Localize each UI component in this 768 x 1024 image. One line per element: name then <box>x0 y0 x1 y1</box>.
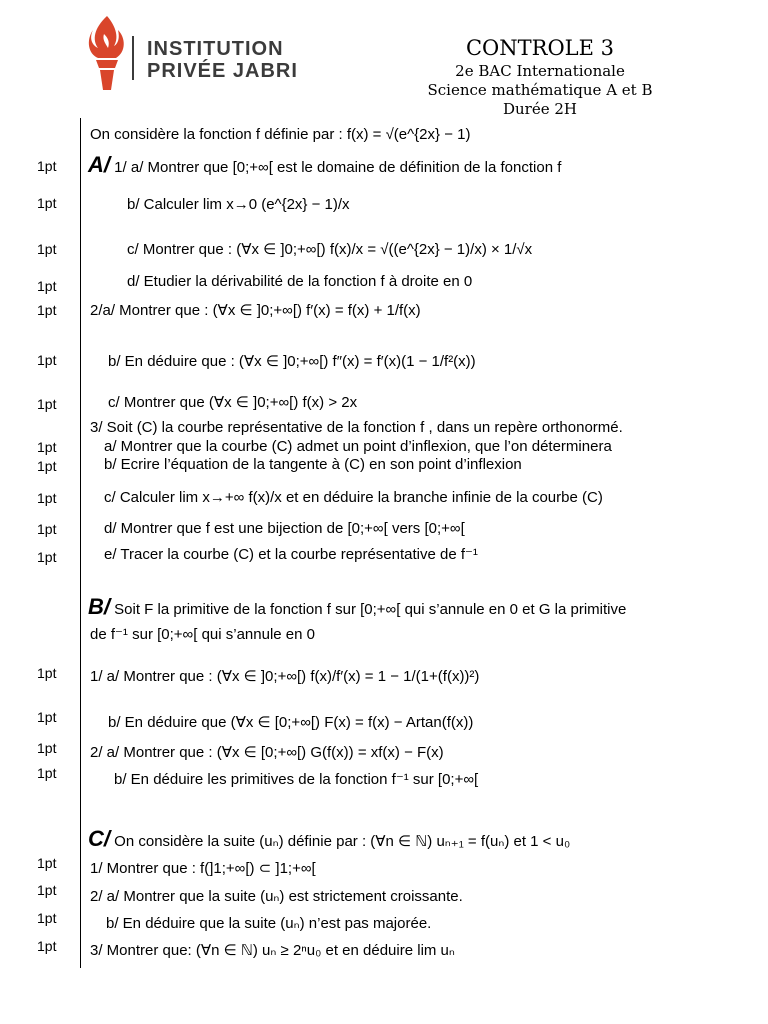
points-b2a: 1pt <box>37 740 57 756</box>
points-a1d: 1pt <box>37 278 57 294</box>
exam-title: CONTROLE 3 <box>465 36 614 60</box>
exam-track: Science mathématique A et B <box>427 81 653 99</box>
part-a-q3c: c/ Calculer lim x→+∞ f(x)/x et en déduire la branche infinie de la courbe (C) <box>104 489 603 506</box>
logo-line1: INSTITUTION <box>147 38 284 60</box>
part-a-q1b: b/ Calculer lim x→0 (e^{2x} − 1)/x <box>127 196 350 213</box>
part-c-q1: 1/ Montrer que : f(]1;+∞[) ⊂ ]1;+∞[ <box>90 860 316 877</box>
logo-divider <box>132 36 134 80</box>
points-c2b: 1pt <box>37 910 57 926</box>
part-a-q3e: e/ Tracer la courbe (C) et la courbe représentative de f⁻¹ <box>104 546 478 563</box>
part-c-intro: On considère la suite (uₙ) définie par : (∀n ∈ ℕ) uₙ₊₁ = f(uₙ) et 1 < u₀ <box>114 833 571 850</box>
part-c-q3: 3/ Montrer que: (∀n ∈ ℕ) uₙ ≥ 2ⁿu₀ et en déduire lim uₙ <box>90 942 455 959</box>
points-a1a: 1pt <box>37 158 57 174</box>
intro-text: On considère la fonction f définie par : f(x) = √(e^{2x} − 1) <box>90 126 471 143</box>
exam-level: 2e BAC Internationale <box>455 62 625 80</box>
points-a3c: 1pt <box>37 490 57 506</box>
part-b-intro2: de f⁻¹ sur [0;+∞[ qui s’annule en 0 <box>90 626 315 643</box>
part-b-row <box>88 594 627 619</box>
points-c1: 1pt <box>37 855 57 871</box>
points-a1b: 1pt <box>37 195 57 211</box>
points-a2b: 1pt <box>37 352 57 368</box>
logo-line2: PRIVÉE JABRI <box>147 60 298 82</box>
part-b-q1b: b/ En déduire que (∀x ∈ [0;+∞[) F(x) = f(x) − Artan(f(x)) <box>108 714 474 731</box>
points-a3d: 1pt <box>37 521 57 537</box>
part-a-q1d: d/ Etudier la dérivabilité de la fonction f à droite en 0 <box>127 273 473 290</box>
part-a-q1a: 1/ a/ Montrer que [0;+∞[ est le domaine de définition de la fonction f <box>114 159 562 176</box>
points-b1a: 1pt <box>37 665 57 681</box>
part-a-q3b: b/ Ecrire l’équation de la tangente à (C) en son point d’inflexion <box>104 456 522 473</box>
part-b-q1a: 1/ a/ Montrer que : (∀x ∈ ]0;+∞[) f(x)/f′(x) = 1 − 1/(1+(f(x))²) <box>90 668 480 685</box>
points-a3a: 1pt <box>37 439 57 455</box>
points-a2a: 1pt <box>37 302 57 318</box>
points-a1c: 1pt <box>37 241 57 257</box>
part-c-q2a: 2/ a/ Montrer que la suite (uₙ) est strictement croissante. <box>90 888 463 905</box>
part-a-q2c: c/ Montrer que (∀x ∈ ]0;+∞[) f(x) > 2x <box>108 394 358 411</box>
part-b-intro1: Soit F la primitive de la fonction f sur [0;+∞[ qui s’annule en 0 et G la primitive <box>114 601 627 618</box>
part-a-row <box>88 152 562 177</box>
points-a3b: 1pt <box>37 458 57 474</box>
torch-logo-icon <box>84 14 130 94</box>
points-c2a: 1pt <box>37 882 57 898</box>
part-b-mark: B/ <box>88 594 110 619</box>
points-c3: 1pt <box>37 938 57 954</box>
part-c-mark: C/ <box>88 826 110 851</box>
points-a3e: 1pt <box>37 549 57 565</box>
part-c-row <box>88 826 571 851</box>
logo-text <box>147 38 298 82</box>
part-a-q3: 3/ Soit (C) la courbe représentative de la fonction f , dans un repère orthonormé. <box>90 419 623 436</box>
part-a-q2b: b/ En déduire que : (∀x ∈ ]0;+∞[) f″(x) = f′(x)(1 − 1/f²(x)) <box>108 353 476 370</box>
part-b-q2a: 2/ a/ Montrer que : (∀x ∈ [0;+∞[) G(f(x)) = xf(x) − F(x) <box>90 744 444 761</box>
part-a-q3d: d/ Montrer que f est une bijection de [0;+∞[ vers [0;+∞[ <box>104 520 465 537</box>
part-a-q2a: 2/a/ Montrer que : (∀x ∈ ]0;+∞[) f′(x) = f(x) + 1/f(x) <box>90 302 421 319</box>
part-a-q3a: a/ Montrer que la courbe (C) admet un point d’inflexion, que l’on déterminera <box>104 438 612 455</box>
part-b-q2b: b/ En déduire les primitives de la fonction f⁻¹ sur [0;+∞[ <box>114 771 479 788</box>
exam-duration: Durée 2H <box>502 100 577 118</box>
part-a-mark: A/ <box>88 152 110 177</box>
margin-rule <box>80 118 81 968</box>
part-a-q1c: c/ Montrer que : (∀x ∈ ]0;+∞[) f(x)/x = √((e^{2x} − 1)/x) × 1/√x <box>127 241 533 258</box>
part-c-q2b: b/ En déduire que la suite (uₙ) n’est pas majorée. <box>106 915 432 932</box>
points-b1b: 1pt <box>37 709 57 725</box>
points-b2b: 1pt <box>37 765 57 781</box>
points-a2c: 1pt <box>37 396 57 412</box>
